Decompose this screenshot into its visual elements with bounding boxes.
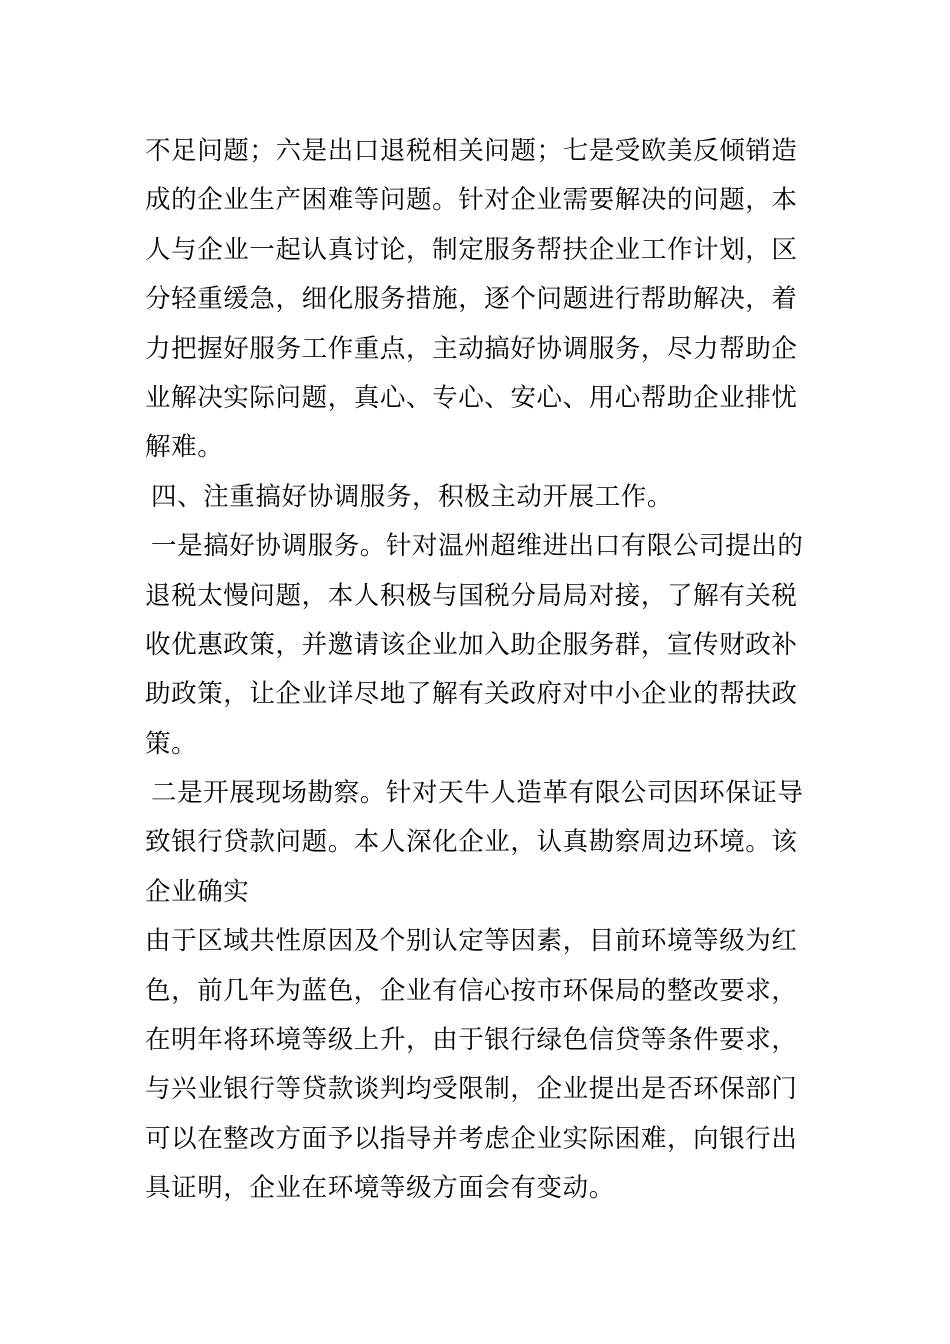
text-line: 不足问题；六是出口退税相关问题；七是受欧美反倾销造: [145, 136, 798, 166]
text-line: 在明年将环境等级上升，由于银行绿色信贷等条件要求，: [145, 1025, 798, 1056]
text-line: 力把握好服务工作重点，主动搞好协调服务，尽力帮助企: [145, 333, 798, 364]
text-line: 企业确实: [145, 876, 250, 907]
text-line: 可以在整改方面予以指导并考虑企业实际困难，向银行出: [145, 1123, 798, 1154]
text-line: 致银行贷款问题。本人深化企业，认真勘察周边环境。该: [145, 827, 798, 858]
text-line: 一是搞好协调服务。针对温州超维进出口有限公司提出的: [151, 531, 804, 562]
text-line: 收优惠政策，并邀请该企业加入助企服务群，宣传财政补: [145, 629, 798, 660]
text-line: 业解决实际问题，真心、专心、安心、用心帮助企业排忧: [145, 382, 798, 413]
text-line: 策。: [145, 728, 198, 759]
text-line: 人与企业一起认真讨论，制定服务帮扶企业工作计划，区: [145, 234, 798, 265]
section-heading: 四、注重搞好协调服务，积极主动开展工作。: [151, 481, 674, 512]
text-line: 二是开展现场勘察。针对天牛人造革有限公司因环保证导: [151, 778, 804, 809]
text-line: 具证明，企业在环境等级方面会有变动。: [145, 1173, 615, 1204]
text-line: 色，前几年为蓝色，企业有信心按市环保局的整改要求，: [145, 975, 798, 1006]
text-line: 解难。: [145, 432, 224, 463]
text-line: 退税太慢问题，本人积极与国税分局局对接，了解有关税: [145, 580, 798, 611]
text-line: 成的企业生产困难等问题。针对企业需要解决的问题，本: [145, 185, 798, 216]
text-line: 由于区域共性原因及个别认定等因素，目前环境等级为红: [145, 926, 798, 957]
text-line: 分轻重缓急，细化服务措施，逐个问题进行帮助解决，着: [145, 284, 798, 315]
text-line: 与兴业银行等贷款谈判均受限制，企业提出是否环保部门: [145, 1074, 798, 1105]
text-line: 助政策，让企业详尽地了解有关政府对中小企业的帮扶政: [145, 679, 798, 710]
body-text: [145, 127, 810, 1214]
